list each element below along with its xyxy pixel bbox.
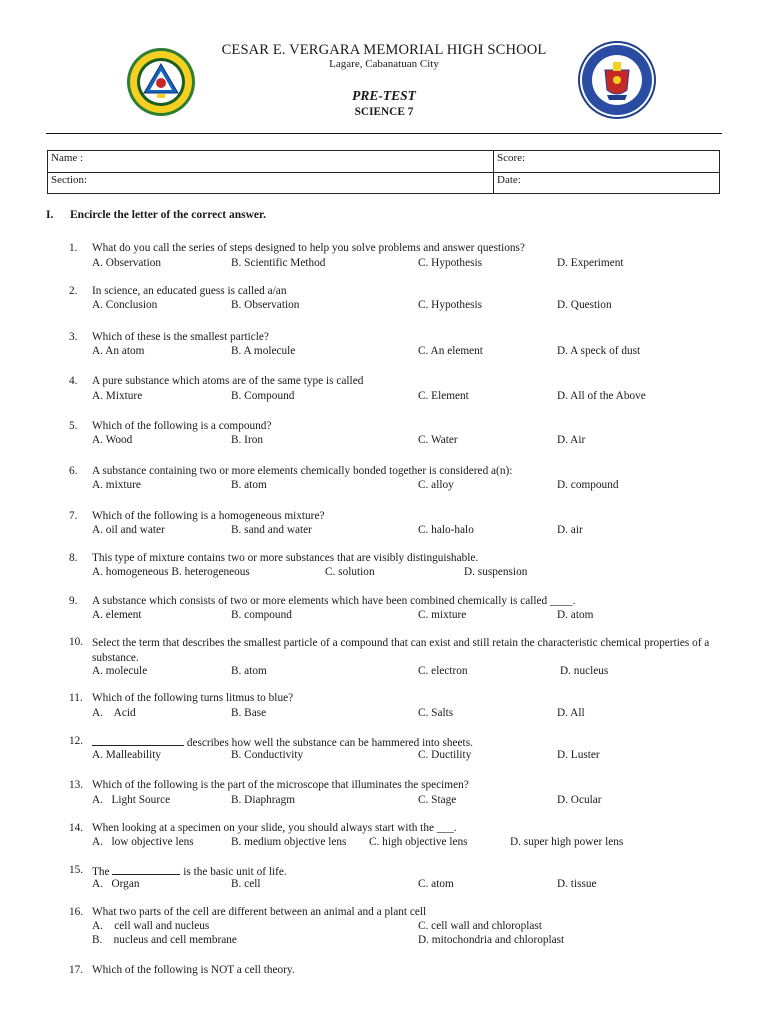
option-c[interactable]: C. Ductility <box>418 749 472 761</box>
option-a[interactable]: A. An atom <box>92 345 145 357</box>
option-d[interactable]: D. All <box>557 707 585 719</box>
option-d[interactable]: D. A speck of dust <box>557 345 641 357</box>
question-number: 16. <box>69 906 84 918</box>
info-row <box>48 151 719 173</box>
option-d[interactable]: D. air <box>557 524 583 536</box>
instruction-text: Encircle the letter of the correct answer. <box>70 209 266 221</box>
question-text: Which of the following is a compound? <box>92 420 272 432</box>
question-number: 7. <box>69 510 78 522</box>
question-number: 13. <box>69 779 84 791</box>
option-b[interactable]: B. Conductivity <box>231 749 304 761</box>
test-title: PRE-TEST <box>352 88 416 103</box>
option-c[interactable]: C. high objective lens <box>369 836 468 848</box>
option-b[interactable]: B. sand and water <box>231 524 312 536</box>
question-text-after-blank: is the basic unit of life. <box>180 866 287 878</box>
option-a[interactable]: A. Acid <box>92 707 136 719</box>
option-a[interactable]: A. cell wall and nucleus <box>92 920 210 932</box>
option-c[interactable]: C. Hypothesis <box>418 257 483 269</box>
option-a[interactable]: A. mixture <box>92 479 141 491</box>
question-text: Which of the following turns litmus to blue? <box>92 692 294 704</box>
option-d[interactable]: D. Experiment <box>557 257 624 269</box>
question-text-after-blank: describes how well the substance can be hammered into sheets. <box>184 737 473 749</box>
option-b[interactable]: B. atom <box>231 665 267 677</box>
school-address: Lagare, Cabanatuan City <box>329 58 439 70</box>
option-c[interactable]: C. Hypothesis <box>418 299 483 311</box>
question-text: In science, an educated guess is called a/an <box>92 285 287 297</box>
option-a[interactable]: A. molecule <box>92 665 148 677</box>
question-text: A substance which consists of two or more elements which have been combined chemically is called ____. <box>92 595 576 607</box>
name-field[interactable]: Name : <box>48 151 494 172</box>
question-text <box>92 735 722 749</box>
option-b[interactable]: B. atom <box>231 479 267 491</box>
option-c[interactable]: C. halo-halo <box>418 524 474 536</box>
question-number: 5. <box>69 420 78 432</box>
question-text: What do you call the series of steps designed to help you solve problems and answer questions? <box>92 242 525 254</box>
option-d[interactable]: D. suspension <box>464 566 528 578</box>
question-text: What two parts of the cell are different between an animal and a plant cell <box>92 906 427 918</box>
option-d[interactable]: D. mitochondria and chloroplast <box>418 934 565 946</box>
question-number: 10. <box>69 636 84 648</box>
option-c[interactable]: C. Water <box>418 434 458 446</box>
option-b[interactable]: B. Iron <box>231 434 264 446</box>
option-d[interactable]: D. super high power lens <box>510 836 624 848</box>
option-a[interactable]: A. Light Source <box>92 794 171 806</box>
option-b[interactable]: B. A molecule <box>231 345 296 357</box>
option-a[interactable]: A. Organ <box>92 878 140 890</box>
option-d[interactable]: D. All of the Above <box>557 390 646 402</box>
option-c[interactable]: C. atom <box>418 878 454 890</box>
question-number: 14. <box>69 822 84 834</box>
option-a[interactable]: A. Mixture <box>92 390 143 402</box>
option-c[interactable]: C. Salts <box>418 707 454 719</box>
question-text: A substance containing two or more elements chemically bonded together is considered a(n): <box>92 465 513 477</box>
option-d[interactable]: D. Air <box>557 434 586 446</box>
option-b[interactable]: B. Scientific Method <box>231 257 326 269</box>
instruction <box>46 209 266 221</box>
question-number: 1. <box>69 242 78 254</box>
question-text: Which of the following is the part of the microscope that illuminates the specimen? <box>92 779 469 791</box>
question-text: A pure substance which atoms are of the same type is called <box>92 375 364 387</box>
info-row <box>48 173 719 194</box>
option-a[interactable]: A. Conclusion <box>92 299 158 311</box>
option-d[interactable]: D. compound <box>557 479 619 491</box>
option-d[interactable]: D. Ocular <box>557 794 602 806</box>
question-number: 3. <box>69 331 78 343</box>
answer-blank[interactable] <box>92 735 184 746</box>
option-b[interactable]: B. medium objective lens <box>231 836 347 848</box>
option-b[interactable]: B. compound <box>231 609 292 621</box>
question-text: This type of mixture contains two or more substances that are visibly distinguishable. <box>92 552 479 564</box>
question-number: 17. <box>69 964 84 976</box>
option-c[interactable]: C. cell wall and chloroplast <box>418 920 542 932</box>
question-number: 9. <box>69 595 78 607</box>
question-number: 8. <box>69 552 78 564</box>
option-c[interactable]: C. Element <box>418 390 469 402</box>
instruction-number: I. <box>46 209 54 221</box>
option-c[interactable]: C. mixture <box>418 609 467 621</box>
question-text: Select the term that describes the smallest particle of a compound that can exist and still retain the characteristic chemical properties of a substance. <box>92 637 710 664</box>
school-name: CESAR E. VERGARA MEMORIAL HIGH SCHOOL <box>221 42 547 58</box>
option-b[interactable]: B. cell <box>231 878 261 890</box>
question-text: Which of these is the smallest particle? <box>92 331 269 343</box>
option-a[interactable]: A. Wood <box>92 434 133 446</box>
question-number: 12. <box>69 735 84 747</box>
option-c[interactable]: C. An element <box>418 345 483 357</box>
question-text: When looking at a specimen on your slide, you should always start with the ___. <box>92 822 457 834</box>
question-number: 4. <box>69 375 78 387</box>
option-b[interactable]: B. Observation <box>231 299 300 311</box>
date-field[interactable]: Date: <box>497 174 521 186</box>
option-a[interactable]: A. oil and water <box>92 524 165 536</box>
option-d[interactable]: D. Luster <box>557 749 600 761</box>
score-field[interactable]: Score: <box>497 152 526 164</box>
option-b[interactable]: B. Base <box>231 707 267 719</box>
question-number: 2. <box>69 285 78 297</box>
option-d[interactable]: D. Question <box>557 299 612 311</box>
question-text-before-blank: The <box>92 866 113 878</box>
option-d[interactable]: D. tissue <box>557 878 597 890</box>
question-number: 6. <box>69 465 78 477</box>
option-a-b[interactable]: A. homogeneous B. heterogeneous <box>92 566 250 578</box>
question-text <box>92 864 722 878</box>
header-divider <box>46 133 722 134</box>
option-b[interactable]: B. nucleus and cell membrane <box>92 934 237 946</box>
student-info-table <box>47 150 720 194</box>
option-b[interactable]: B. Diaphragm <box>231 794 296 806</box>
answer-blank[interactable] <box>112 864 180 875</box>
section-field[interactable]: Section: <box>48 173 494 194</box>
option-a[interactable]: A. element <box>92 609 142 621</box>
option-a[interactable]: A. Malleability <box>92 749 162 761</box>
question-number: 15. <box>69 864 84 876</box>
question-number: 11. <box>69 692 83 704</box>
option-c[interactable]: C. Stage <box>418 794 457 806</box>
test-subject: SCIENCE 7 <box>354 106 414 118</box>
option-d[interactable]: D. atom <box>557 609 594 621</box>
option-c[interactable]: C. electron <box>418 665 468 677</box>
option-a[interactable]: A. low objective lens <box>92 836 194 848</box>
question-text: Which of the following is a homogeneous mixture? <box>92 510 325 522</box>
option-a[interactable]: A. Observation <box>92 257 162 269</box>
question-text: Which of the following is NOT a cell theory. <box>92 964 295 976</box>
option-c[interactable]: C. solution <box>325 566 375 578</box>
option-c[interactable]: C. alloy <box>418 479 454 491</box>
option-b[interactable]: B. Compound <box>231 390 295 402</box>
option-d[interactable]: D. nucleus <box>560 665 609 677</box>
